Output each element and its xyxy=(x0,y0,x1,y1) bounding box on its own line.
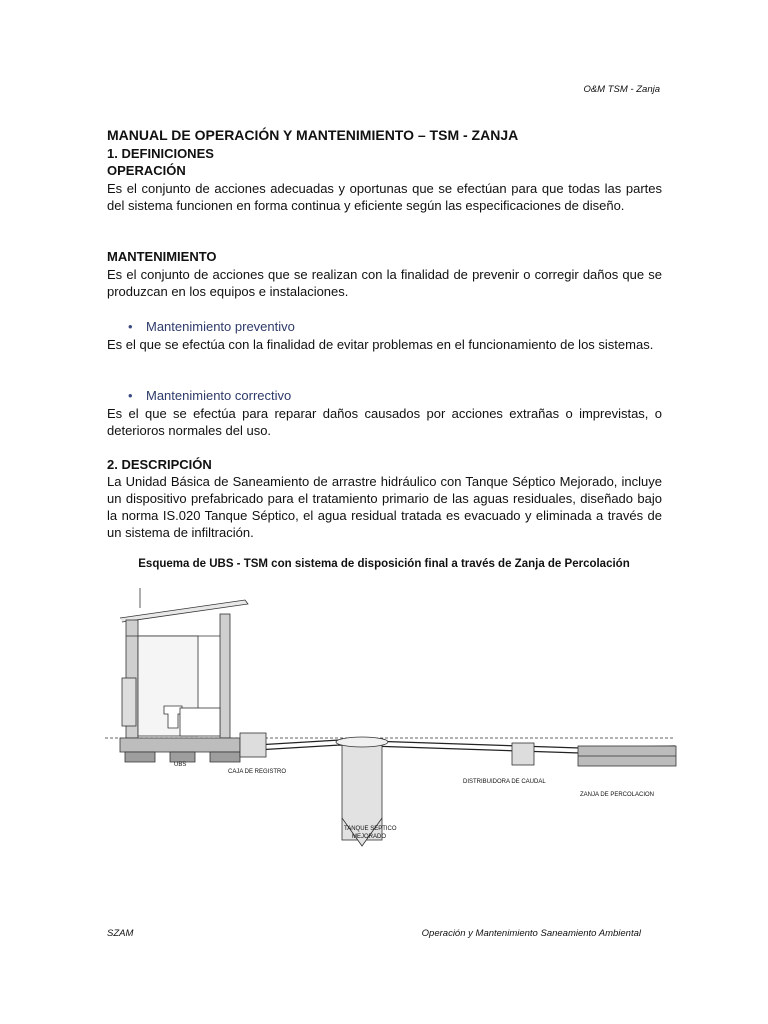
heading-mantenimiento: MANTENIMIENTO xyxy=(107,249,217,264)
bullet-icon: • xyxy=(128,388,133,403)
bullet-label: Mantenimiento correctivo xyxy=(146,388,292,403)
document-title: MANUAL DE OPERACIÓN Y MANTENIMIENTO – TSM - ZANJA xyxy=(107,127,519,143)
label-tanque-2: MEJORADO xyxy=(352,834,387,840)
label-caja-registro: CAJA DE REGISTRO xyxy=(228,769,287,775)
label-tanque-1: TANQUE SEPTICO xyxy=(344,826,397,832)
bullet-icon: • xyxy=(128,319,133,334)
label-zanja: ZANJA DE PERCOLACION xyxy=(580,792,655,798)
bullet-mantenimiento-correctivo xyxy=(128,388,291,403)
paragraph-mantenimiento: Es el conjunto de acciones que se realizan con la finalidad de prevenir o corregir daños que se produzcan en los equipos e instalaciones. xyxy=(107,267,662,299)
paragraph-descripcion: La Unidad Básica de Saneamiento de arrastre hidráulico con Tanque Séptico Mejorado, incluye un dispositivo prefabricado para el tratamiento primario de las aguas residuales, diseñado bajo la norma IS.020 Tanque Séptico, el agua residual tratada es evacuado y eliminada a través de un sistema de infiltración. xyxy=(107,474,662,540)
footer-right: Operación y Mantenimiento Saneamiento Ambiental xyxy=(421,928,641,939)
section-heading-descripcion: 2. DESCRIPCIÓN xyxy=(107,457,212,472)
label-distribuidora: DISTRIBUIDORA DE CAUDAL xyxy=(463,779,546,785)
label-ubs: UBS xyxy=(174,762,187,768)
ubs-tsm-schematic xyxy=(100,578,680,848)
paragraph-operacion: Es el conjunto de acciones adecuadas y oportunas que se efectúan para que todas las partes del sistema funcionen en forma continua y eficiente según las especificaciones de diseño. xyxy=(107,181,662,213)
footer-left: SZAM xyxy=(107,928,134,939)
bullet-label: Mantenimiento preventivo xyxy=(146,319,295,334)
figure-caption: Esquema de UBS - TSM con sistema de disposición final a través de Zanja de Percolación xyxy=(138,558,630,570)
section-heading-definiciones: 1. DEFINICIONES xyxy=(107,146,214,161)
heading-operacion: OPERACIÓN xyxy=(107,163,186,178)
paragraph-preventivo: Es el que se efectúa con la finalidad de evitar problemas en el funcionamiento de los sistemas. xyxy=(107,337,654,352)
ubs-hut-drawing xyxy=(120,588,248,738)
paragraph-correctivo: Es el que se efectúa para reparar daños causados por acciones extrañas o imprevistas, o deterioros normales del uso. xyxy=(107,406,662,438)
bullet-mantenimiento-preventivo xyxy=(128,319,295,334)
page-header: O&M TSM - Zanja xyxy=(583,84,660,95)
